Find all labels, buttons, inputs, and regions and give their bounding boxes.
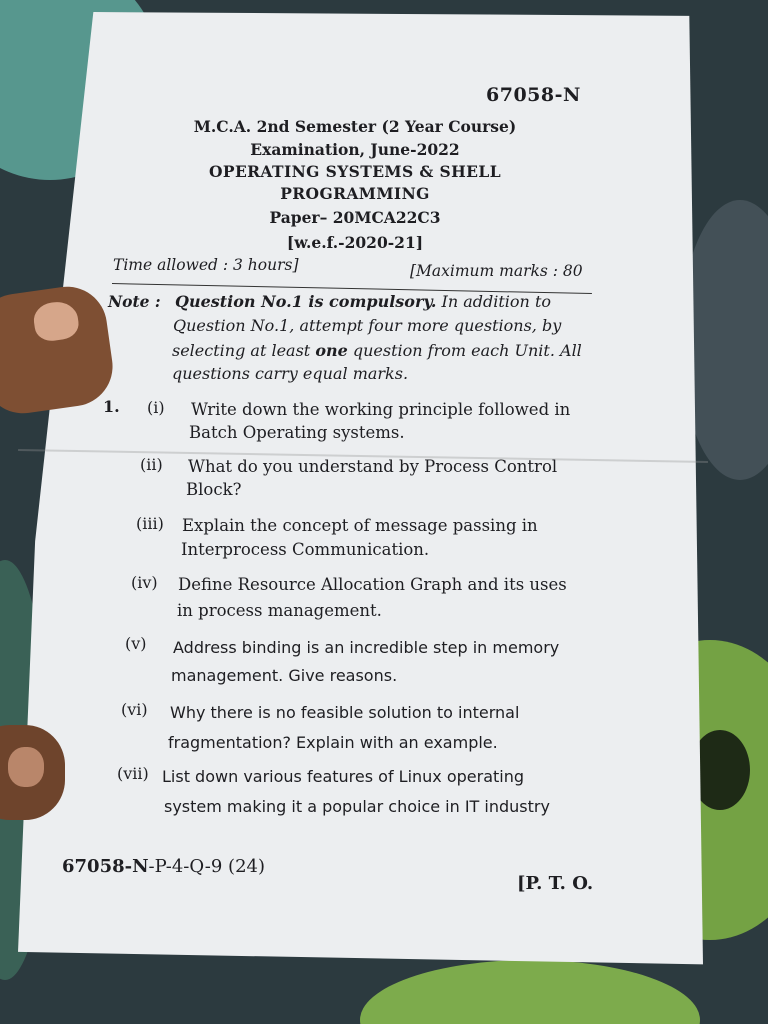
question-number: 1. [103,397,120,416]
note-text: question from each Unit. All [347,341,582,360]
footer-code-main: 67058-N [62,856,149,877]
subject-title-line1: OPERATING SYSTEMS & SHELL [208,162,501,181]
question-text: management. Give reasons. [171,666,398,685]
wef-note: [w.e.f.-2020-21] [286,233,424,252]
part-number: (v) [125,634,147,653]
question-text: in process management. [177,601,382,620]
question-text: system making it a popular choice in IT industry [164,797,550,816]
question-text: Address binding is an incredible step in memory [173,638,560,657]
note-text: In addition to [436,292,552,311]
exam-session: Examination, June-2022 [250,140,460,159]
part-number: (ii) [140,455,163,474]
note-line: questions carry equal marks. [172,364,409,383]
question-text: Batch Operating systems. [189,423,405,442]
footer-paper-code [62,856,265,877]
question-text: Block? [186,480,242,499]
part-number: (vi) [121,700,148,719]
question-text: Explain the concept of message passing in [182,516,538,535]
subject-title-line2: PROGRAMMING [280,184,430,203]
note-line [172,341,582,360]
question-text: Interprocess Communication. [181,540,430,559]
question-text: Define Resource Allocation Graph and its uses [178,575,567,594]
part-number: (iv) [131,573,158,592]
paper-number: Paper– 20MCA22C3 [269,208,441,227]
question-text: Why there is no feasible solution to internal [170,703,520,722]
question-text: fragmentation? Explain with an example. [168,733,498,752]
please-turn-over: [P. T. O. [517,873,594,894]
time-allowed: Time allowed : 3 hours] [113,256,299,274]
note-emphasis: one [315,341,348,360]
note-label: Note : [108,292,161,311]
part-number: (vii) [117,764,149,783]
question-text: What do you understand by Process Control [188,457,558,476]
question-text: Write down the working principle followed in [191,400,571,419]
part-number: (i) [147,398,165,417]
paper-code: 67058-N [486,84,581,106]
question-text: List down various features of Linux operating [162,767,525,786]
note-text: selecting at least [172,341,316,360]
note-emphasis: Question No.1 is compulsory. [175,292,437,311]
part-number: (iii) [136,514,164,533]
maximum-marks: [Maximum marks : 80 [410,262,583,280]
footer-code-suffix: -P-4-Q-9 (24) [148,856,265,877]
note-line: Question No.1, attempt four more questions, by [173,316,562,335]
note-line [175,292,551,311]
course-line: M.C.A. 2nd Semester (2 Year Course) [193,117,517,136]
